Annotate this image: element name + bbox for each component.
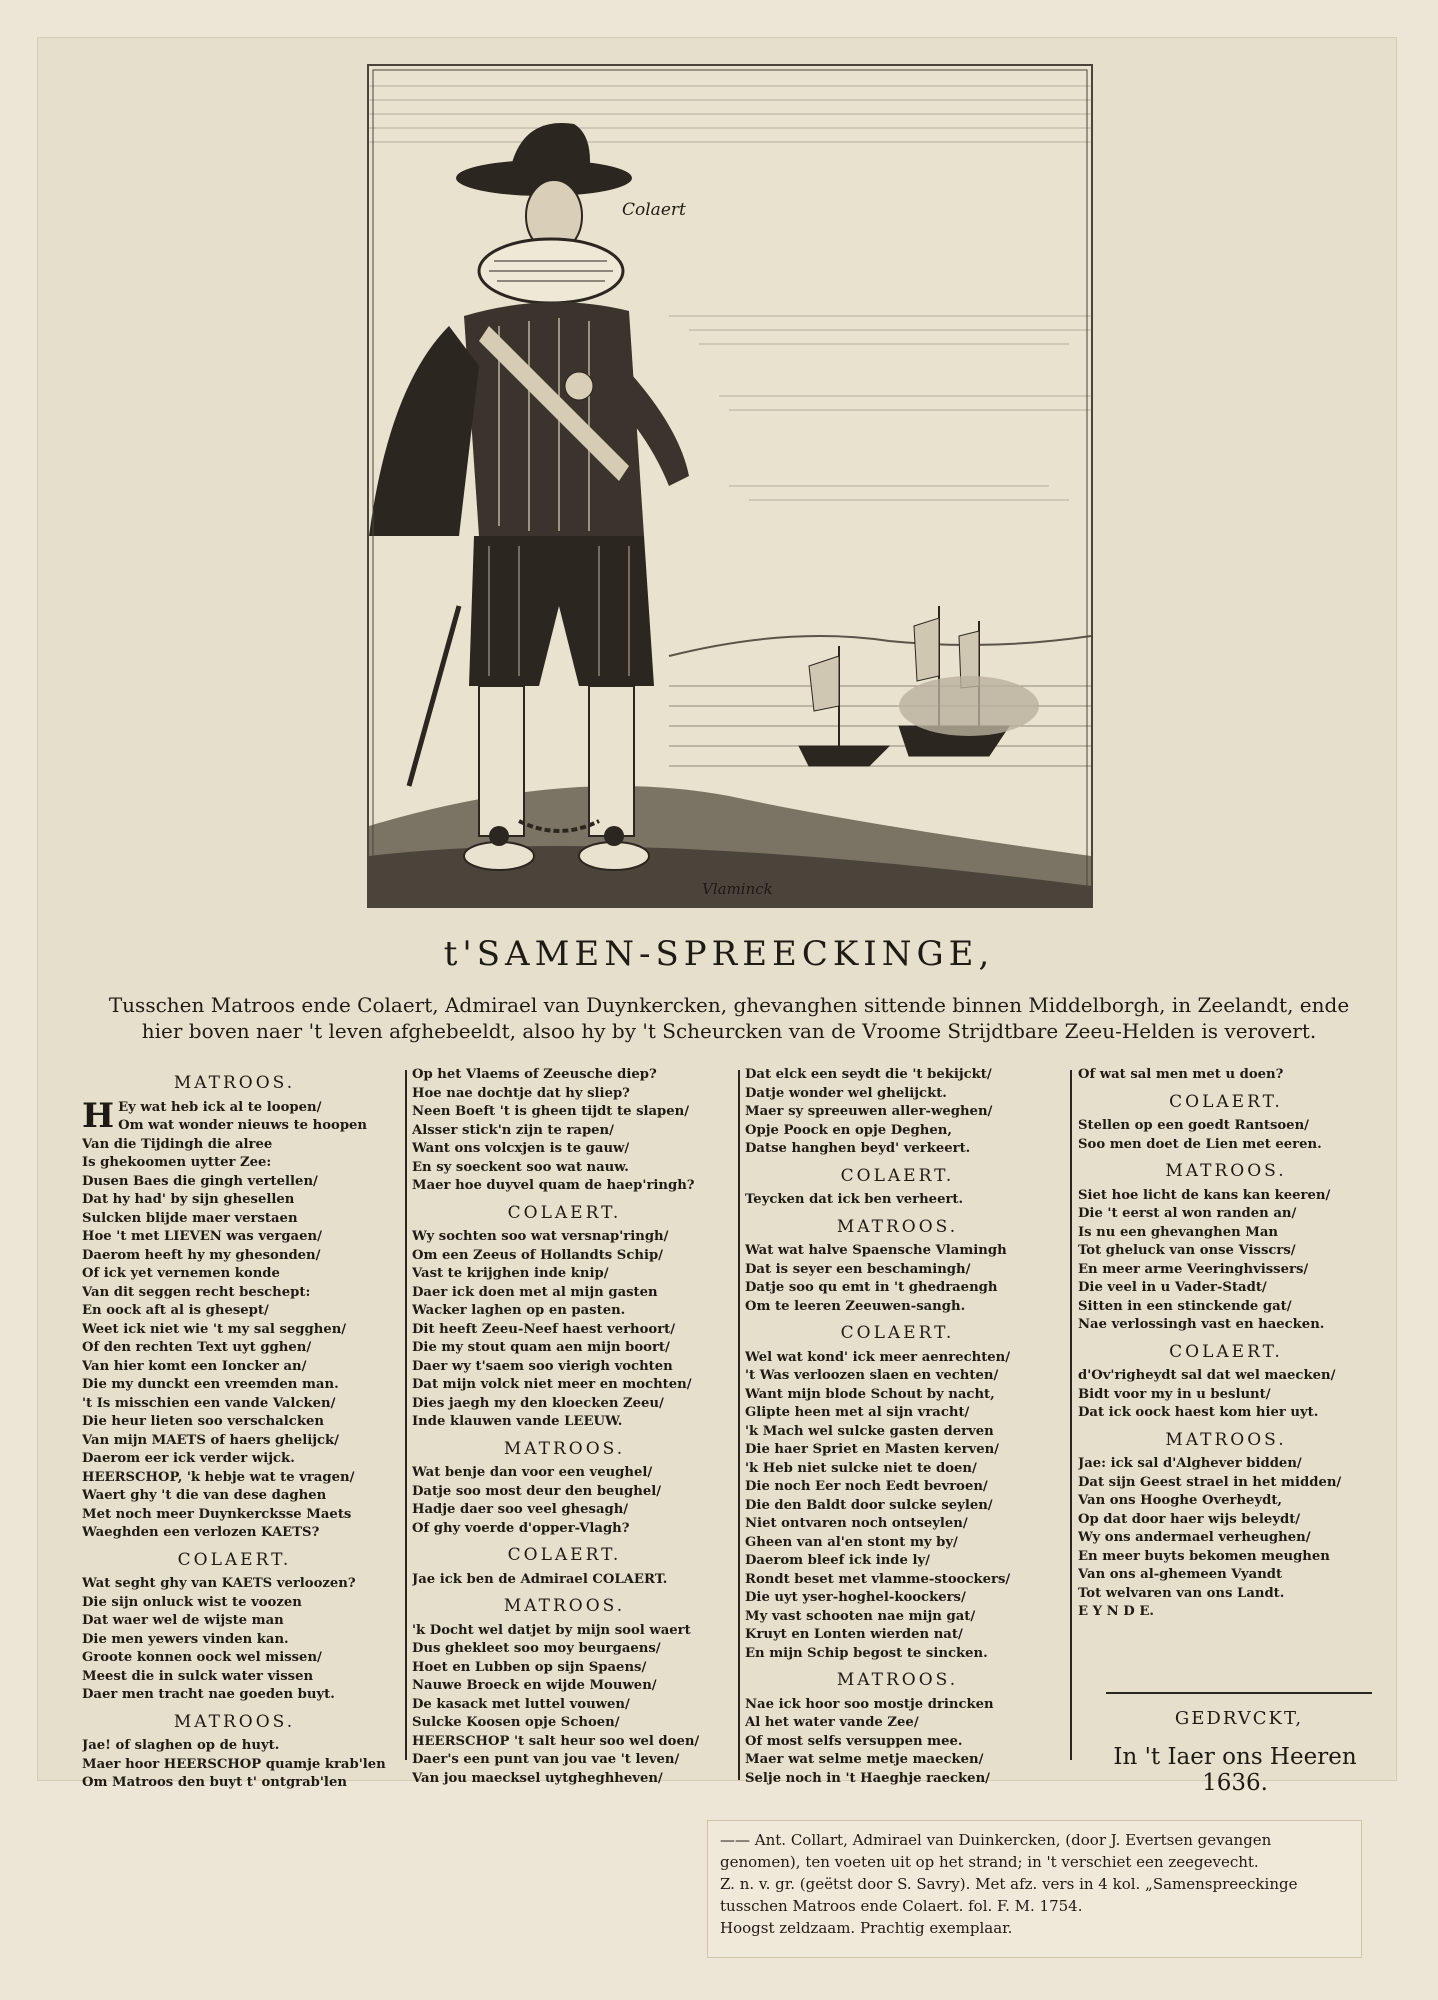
verse-line: Datje soo qu emt in 't ghedraengh [745, 1280, 998, 1295]
verse-line: Die my stout quam aen mijn boort/ [412, 1340, 670, 1355]
verse-line: Alsser stick'n zijn te rapen/ [412, 1122, 614, 1138]
verse-line: Dusen Baes die gingh vertellen/ [82, 1173, 318, 1189]
catalogue-line: Z. n. v. gr. (geëtst door S. Savry). Met afz. vers in 4 kol. „Samenspreeckinge [720, 1875, 1298, 1893]
verse-line: Nauwe Broeck en wijde Mouwen/ [412, 1678, 657, 1693]
verse-line: Waert ghy 't die van dese daghen [82, 1488, 327, 1503]
verse-line: Opje Poock en opje Deghen, [745, 1122, 952, 1138]
verse-line: Wat benje dan voor een veughel/ [412, 1465, 653, 1480]
verse-line: Groote konnen oock wel missen/ [82, 1650, 322, 1665]
catalogue-label [707, 1820, 1362, 1958]
verse-line: Dies jaegh my den kloecken Zeeu/ [412, 1395, 664, 1411]
verse-line: Dat ick oock haest kom hier uyt. [1078, 1405, 1319, 1420]
verse-line: Die sijn onluck wist te voozen [82, 1594, 302, 1610]
column-divider [405, 1070, 407, 1760]
subtitle [80, 992, 1378, 1044]
verse-line: Hoet en Lubben op sijn Spaens/ [412, 1659, 647, 1675]
speaker-heading: COLAERT. [1169, 1341, 1283, 1362]
figure-caption: Colaert [622, 200, 686, 220]
verse-line: Weet ick niet wie 't my sal segghen/ [82, 1321, 347, 1337]
verse-line: Hoe 't met LIEVEN was vergaen/ [82, 1229, 322, 1244]
catalogue-line: genomen), ten voeten uit op het strand; in 't verschiet een zeegevecht. [720, 1853, 1259, 1871]
verse-line: Glipte heen met al sijn vracht/ [745, 1405, 970, 1420]
verse-line: Om een Zeeus of Hollandts Schip/ [412, 1247, 663, 1263]
verse-line: Of ick yet vernemen konde [82, 1266, 280, 1281]
verse-line: Tot gheluck van onse Visscrs/ [1078, 1243, 1296, 1258]
speaker-heading: MATROOS. [173, 1711, 296, 1732]
verse-line: Inde klauwen vande LEEUW. [412, 1414, 623, 1429]
verse-line: Of most selfs versuppen mee. [745, 1733, 963, 1749]
verse-line: Die uyt yser-hoghel-koockers/ [745, 1590, 966, 1605]
verse-line: Wacker laghen op en pasten. [412, 1303, 626, 1318]
verse-line: Is ghekoomen uytter Zee: [82, 1155, 272, 1170]
verse-line: 't Is misschien een vande Valcken/ [82, 1395, 336, 1411]
verse-line: Niet ontvaren noch ontseylen/ [745, 1516, 968, 1531]
verse-line: Is nu een ghevanghen Man [1078, 1224, 1279, 1240]
verse-line: 't Was verloozen slaen en vechten/ [745, 1368, 999, 1383]
verse-line: Van hier komt een Ioncker an/ [82, 1358, 307, 1374]
verse-line: Om wat wonder nieuws te hoopen [118, 1118, 368, 1133]
verse-line: Die my dunckt een vreemden man. [82, 1377, 339, 1392]
verse-line: Waeghden een verlozen KAETS? [82, 1525, 320, 1540]
printed-label: GEDRVCKT, [1174, 1708, 1304, 1729]
verse-line: Daer ick doen met al mijn gasten [412, 1284, 658, 1300]
subtitle-line-2: hier boven naer 't leven afghebeeldt, alsoo hy by 't Scheurcken van de Vroome Strijdtbare Zeeu-Helden is verovert. [141, 1019, 1317, 1043]
verse-line: 'k Mach wel sulcke gasten derven [745, 1423, 994, 1439]
verse-line: Met noch meer Duynkercksse Maets [82, 1506, 352, 1522]
artist-signature: Vlaminck [702, 880, 773, 898]
colophon-rule [1106, 1692, 1372, 1694]
verse-line: Om te leeren Zeeuwen-sangh. [745, 1298, 966, 1314]
speaker-heading: COLAERT. [1169, 1091, 1283, 1112]
verse-line: Dus ghekleet soo moy beurgaens/ [412, 1641, 661, 1656]
verse-line: Kruyt en Lonten wierden nat/ [745, 1627, 963, 1642]
column-divider [1070, 1070, 1072, 1760]
speaker-heading: COLAERT. [507, 1545, 622, 1565]
verse-line: De kasack met luttel vouwen/ [412, 1696, 630, 1712]
verse-line: Die haer Spriet en Masten kerven/ [745, 1442, 999, 1457]
verse-line: Dat is seyer een beschamingh/ [745, 1261, 971, 1277]
verse-line: HEERSCHOP, 'k hebje wat te vragen/ [82, 1469, 355, 1485]
verse-line: Daerom heeft hy my ghesonden/ [82, 1247, 321, 1263]
speaker-heading: MATROOS. [173, 1073, 296, 1093]
verse-line: Die noch Eer noch Eedt bevroen/ [745, 1479, 988, 1494]
verse-line: En meer arme Veeringhvissers/ [1078, 1261, 1309, 1277]
verse-line: Die heur lieten soo verschalcken [82, 1414, 324, 1429]
verse-line: Datje wonder wel ghelijckt. [745, 1085, 947, 1101]
verse-line: En sy soeckent soo wat nauw. [412, 1159, 629, 1175]
verse-line: Nae ick hoor soo mostje drincken [745, 1696, 994, 1712]
verse-line: Of den rechten Text uyt gghen/ [82, 1340, 312, 1355]
verse-line: Dit heeft Zeeu-Neef haest verhoort/ [412, 1321, 676, 1337]
engraving-plate [367, 64, 1093, 908]
verse-line: Die veel in u Vader-Stadt/ [1078, 1280, 1267, 1295]
verse-line: Sulcke Koosen opje Schoen/ [412, 1715, 620, 1730]
verse-line: Daer wy t'saem soo vierigh vochten [412, 1358, 673, 1374]
verse-line: Maer hoe duyvel quam de haep'ringh? [412, 1178, 695, 1193]
verse-line: Daerom eer ick verder wijck. [82, 1451, 295, 1466]
verse-line: Want ons volcxjen is te gauw/ [412, 1141, 630, 1156]
speaker-heading: COLAERT. [840, 1323, 955, 1343]
verse-line: Maer wat selme metje maecken/ [745, 1752, 984, 1767]
verse-line: Jae! of slaghen op de huyt. [82, 1738, 280, 1753]
verse-line: Siet hoe licht de kans kan keeren/ [1078, 1187, 1331, 1203]
verse-line: Dat mijn volck niet meer en mochten/ [412, 1377, 692, 1392]
verse-line: En oock aft al is ghesept/ [82, 1303, 269, 1318]
verse-line: Dat sijn Geest strael in het midden/ [1078, 1474, 1342, 1490]
verse-line: En mijn Schip begost te sincken. [745, 1645, 988, 1661]
verse-line: HEERSCHOP 't salt heur soo wel doen/ [412, 1733, 700, 1749]
verse-line: Hoe nae dochtje dat hy sliep? [412, 1085, 630, 1101]
speaker-heading: MATROOS. [503, 1596, 626, 1616]
verse-line: Van dit seggen recht beschept: [82, 1284, 311, 1300]
verse-column-2 [412, 1066, 717, 1788]
verse-line: Neen Boeft 't is gheen tijdt te slapen/ [412, 1104, 690, 1119]
verse-column-4 [1078, 1066, 1374, 1622]
verse-line: Op het Vlaems of Zeeusche diep? [412, 1067, 657, 1082]
verse-line: Om Matroos den buyt t' ontgrab'len [82, 1775, 347, 1790]
speaker-heading: MATROOS. [836, 1216, 959, 1237]
page-title: t'SAMEN-SPREECKINGE, [443, 934, 995, 974]
verse-line: Van ons al-ghemeen Vyandt [1078, 1567, 1283, 1582]
verse-line: Die men yewers vinden kan. [82, 1631, 289, 1647]
verse-line: Van jou maecksel uytgheghheven/ [412, 1770, 663, 1786]
verse-line: Van ons Hooghe Overheydt, [1078, 1493, 1283, 1508]
verse-line: Selje noch in 't Haeghje raecken/ [745, 1770, 990, 1786]
verse-line: Meest die in sulck water vissen [82, 1668, 314, 1684]
verse-line: Dat hy had' by sijn ghesellen [82, 1192, 295, 1207]
verse-line: Wy ons andermael verheughen/ [1078, 1530, 1311, 1545]
verse-line: Bidt voor my in u beslunt/ [1078, 1386, 1271, 1402]
verse-line: Nae verlossingh vast en haecken. [1078, 1317, 1325, 1332]
verse-column-3 [745, 1066, 1050, 1788]
verse-column-1 [82, 1066, 387, 1793]
speaker-heading: MATROOS. [1165, 1161, 1287, 1181]
speaker-heading: COLAERT. [840, 1165, 955, 1186]
verse-line: Dat elck een seydt die 't bekijckt/ [745, 1067, 992, 1082]
verse-line: Daer men tracht nae goeden buyt. [82, 1687, 335, 1702]
verse-line: Rondt beset met vlamme-stoockers/ [745, 1571, 1011, 1587]
verse-line: Wel wat kond' ick meer aenrechten/ [745, 1349, 1011, 1365]
verse-line: Van mijn MAETS of haers ghelijck/ [82, 1432, 339, 1448]
verse-line: Tot welvaren van ons Landt. [1078, 1585, 1285, 1601]
verse-line: Vast te krijghen inde knip/ [412, 1266, 609, 1281]
verse-line: Want mijn blode Schout by nacht, [745, 1386, 995, 1402]
verse-line: Maer sy spreeuwen aller-weghen/ [745, 1104, 993, 1119]
drop-cap: H [82, 1095, 115, 1136]
verse-line: Jae ick ben de Admirael COLAERT. [412, 1571, 668, 1587]
verse-line: Stellen op een goedt Rantsoen/ [1078, 1118, 1309, 1133]
verse-line: Maer hoor HEERSCHOP quamje krab'len [82, 1756, 386, 1772]
verse-line: Sulcken blijde maer verstaen [82, 1210, 298, 1226]
verse-line: Die 't eerst al won randen an/ [1078, 1206, 1297, 1221]
verse-line: Wat seght ghy van KAETS verloozen? [82, 1576, 356, 1591]
verse-line: Daerom bleef ick inde ly/ [745, 1553, 930, 1568]
verse-line: E Y N D E. [1078, 1604, 1154, 1619]
verse-line: 'k Heb niet sulcke niet te doen/ [745, 1460, 977, 1476]
speaker-heading: MATROOS. [836, 1670, 959, 1690]
verse-line: Datje soo most deur den beughel/ [412, 1483, 662, 1499]
verse-line: Of ghy voerde d'opper-Vlagh? [412, 1520, 630, 1536]
verse-line: d'Ov'righeydt sal dat wel maecken/ [1078, 1368, 1336, 1383]
speaker-heading: COLAERT. [177, 1549, 292, 1570]
verse-line: Gheen van al'en stont my by/ [745, 1534, 958, 1550]
column-divider [738, 1070, 740, 1780]
verse-line: Hadje daer soo veel ghesagh/ [412, 1502, 629, 1517]
verse-line: Ey wat heb ick al te loopen/ [118, 1099, 322, 1115]
verse-line: Dat waer wel de wijste man [82, 1613, 284, 1628]
speaker-heading: MATROOS. [503, 1438, 626, 1459]
verse-line: Al het water vande Zee/ [745, 1715, 919, 1730]
verse-line: Datse hanghen beyd' verkeert. [745, 1141, 971, 1156]
catalogue-line: Hoogst zeldzaam. Prachtig exemplaar. [720, 1919, 1013, 1937]
speaker-heading: COLAERT. [507, 1202, 622, 1223]
catalogue-line: tusschen Matroos ende Colaert. fol. F. M. 1754. [720, 1897, 1083, 1915]
verse-line: Wy sochten soo wat versnap'ringh/ [412, 1229, 669, 1244]
printed-year: In 't Iaer ons Heeren 1636. [1113, 1744, 1357, 1796]
engraving-illustration [369, 66, 1091, 906]
verse-line: My vast schooten nae mijn gat/ [745, 1608, 976, 1624]
verse-line: Teycken dat ick ben verheert. [745, 1192, 964, 1207]
verse-line: En meer buyts bekomen meughen [1078, 1548, 1330, 1564]
verse-line: Sitten in een stinckende gat/ [1078, 1298, 1292, 1314]
verse-line: 'k Docht wel datjet by mijn sool waert [412, 1622, 691, 1638]
subtitle-line-1: Tusschen Matroos ende Colaert, Admirael van Duynkercken, ghevanghen sittende binnen Middelborgh, in Zeelandt, ende [108, 993, 1350, 1017]
verse-line: Op dat door haer wijs beleydt/ [1078, 1511, 1301, 1527]
verse-line: Van die Tijdingh die alree [82, 1136, 273, 1152]
speaker-heading: MATROOS. [1165, 1429, 1287, 1450]
verse-line: Soo men doet de Lien met eeren. [1078, 1136, 1322, 1152]
verse-line: Die den Baldt door sulcke seylen/ [745, 1497, 993, 1513]
verse-line: Jae: ick sal d'Alghever bidden/ [1078, 1456, 1302, 1471]
catalogue-line: —— Ant. Collart, Admirael van Duinkercken, (door J. Evertsen gevangen [720, 1831, 1272, 1849]
verse-line: Daer's een punt van jou vae 't leven/ [412, 1752, 680, 1767]
verse-line: Of wat sal men met u doen? [1078, 1067, 1284, 1082]
verse-line: Wat wat halve Spaensche Vlamingh [745, 1243, 1007, 1258]
